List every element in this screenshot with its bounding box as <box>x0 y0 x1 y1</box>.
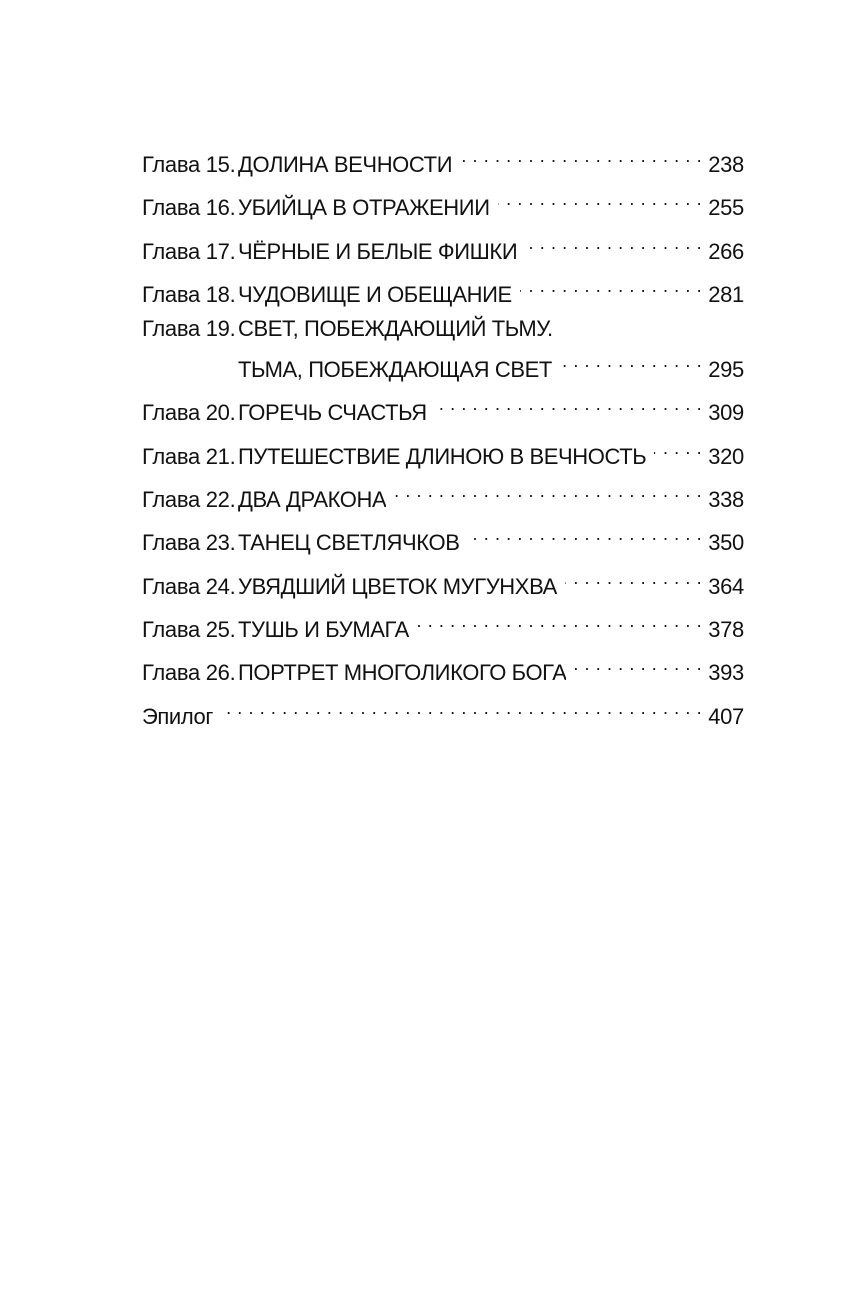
page-number: 364 <box>708 573 744 599</box>
table-of-contents <box>142 140 744 735</box>
toc-entry-chapter-26 <box>142 648 744 686</box>
dot-leader <box>417 605 702 637</box>
chapter-number: Глава 18. <box>142 281 236 307</box>
chapter-title-line-1: СВЕТ, ПОБЕЖДАЮЩИЙ ТЬМУ. <box>238 316 553 342</box>
toc-entry-chapter-22 <box>142 475 744 513</box>
chapter-number: Глава 21. <box>142 443 236 469</box>
toc-entry-line-1 <box>142 313 744 345</box>
dot-leader <box>520 270 702 302</box>
toc-entry-chapter-21 <box>142 432 744 469</box>
page-number: 393 <box>708 660 744 686</box>
chapter-title: УБИЙЦА В ОТРАЖЕНИИ <box>238 195 490 221</box>
dot-leader <box>525 227 702 259</box>
chapter-number: Глава 16. <box>142 195 236 221</box>
dot-leader <box>565 562 702 594</box>
toc-entry-epilogue <box>142 692 744 729</box>
toc-entry-line-2 <box>142 345 744 383</box>
chapter-number: Глава 26. <box>142 660 236 686</box>
chapter-title: ГОРЕЧЬ СЧАСТЬЯ <box>238 400 427 426</box>
chapter-number: Глава 20. <box>142 400 236 426</box>
chapter-title: ДОЛИНА ВЕЧНОСТИ <box>238 152 453 177</box>
chapter-title: ЧЁРНЫЕ И БЕЛЫЕ ФИШКИ <box>238 238 518 264</box>
chapter-title: УВЯДШИЙ ЦВЕТОК МУГУНХВА <box>238 573 557 599</box>
chapter-number: Глава 22. <box>142 487 236 513</box>
chapter-title: ТАНЕЦ СВЕТЛЯЧКОВ <box>238 530 460 556</box>
chapter-number: Глава 24. <box>142 573 236 599</box>
toc-entry-chapter-17 <box>142 227 744 264</box>
chapter-number: Глава 17. <box>142 238 236 264</box>
page-number: 378 <box>708 616 744 642</box>
dot-leader <box>394 475 702 507</box>
page-number: 255 <box>708 195 744 221</box>
dot-leader <box>467 518 702 550</box>
toc-entry-chapter-24 <box>142 562 744 599</box>
page-number: 350 <box>708 530 744 556</box>
dot-leader <box>654 432 702 464</box>
dot-leader <box>560 345 702 377</box>
chapter-number: Глава 25. <box>142 616 236 642</box>
toc-entry-chapter-19 <box>142 313 744 383</box>
toc-entry-chapter-16 <box>142 183 744 221</box>
page-number: 295 <box>708 357 744 383</box>
dot-leader <box>574 648 702 680</box>
chapter-title: ЧУДОВИЩЕ И ОБЕЩАНИЕ <box>238 281 512 307</box>
chapter-number: Глава 15. <box>142 152 236 177</box>
chapter-title: ТУШЬ И БУМАГА <box>238 616 409 642</box>
toc-entry-chapter-20 <box>142 388 744 426</box>
page-number: 320 <box>708 443 744 469</box>
dot-leader <box>460 140 702 172</box>
dot-leader <box>435 388 702 420</box>
chapter-title: ПОРТРЕТ МНОГОЛИКОГО БОГА <box>238 660 567 686</box>
toc-entry-chapter-23 <box>142 518 744 556</box>
page-number: 338 <box>708 487 744 513</box>
toc-entry-chapter-15 <box>142 140 744 177</box>
dot-leader <box>498 183 703 215</box>
toc-entry-chapter-18 <box>142 270 744 307</box>
page-number: 281 <box>708 281 744 307</box>
dot-leader <box>221 692 702 724</box>
page-number: 266 <box>708 238 744 264</box>
page-number: 238 <box>708 152 744 177</box>
toc-entry-chapter-25 <box>142 605 744 642</box>
chapter-number: Глава 19. <box>142 316 236 342</box>
chapter-title: ПУТЕШЕСТВИЕ ДЛИНОЮ В ВЕЧНОСТЬ <box>238 443 647 469</box>
page-number: 407 <box>708 703 744 729</box>
epilogue-title: Эпилог <box>142 703 213 729</box>
chapter-title: ДВА ДРАКОНА <box>238 487 387 513</box>
page-number: 309 <box>708 400 744 426</box>
chapter-title-line-2: ТЬМА, ПОБЕЖДАЮЩАЯ СВЕТ <box>238 357 552 383</box>
chapter-number: Глава 23. <box>142 530 236 556</box>
